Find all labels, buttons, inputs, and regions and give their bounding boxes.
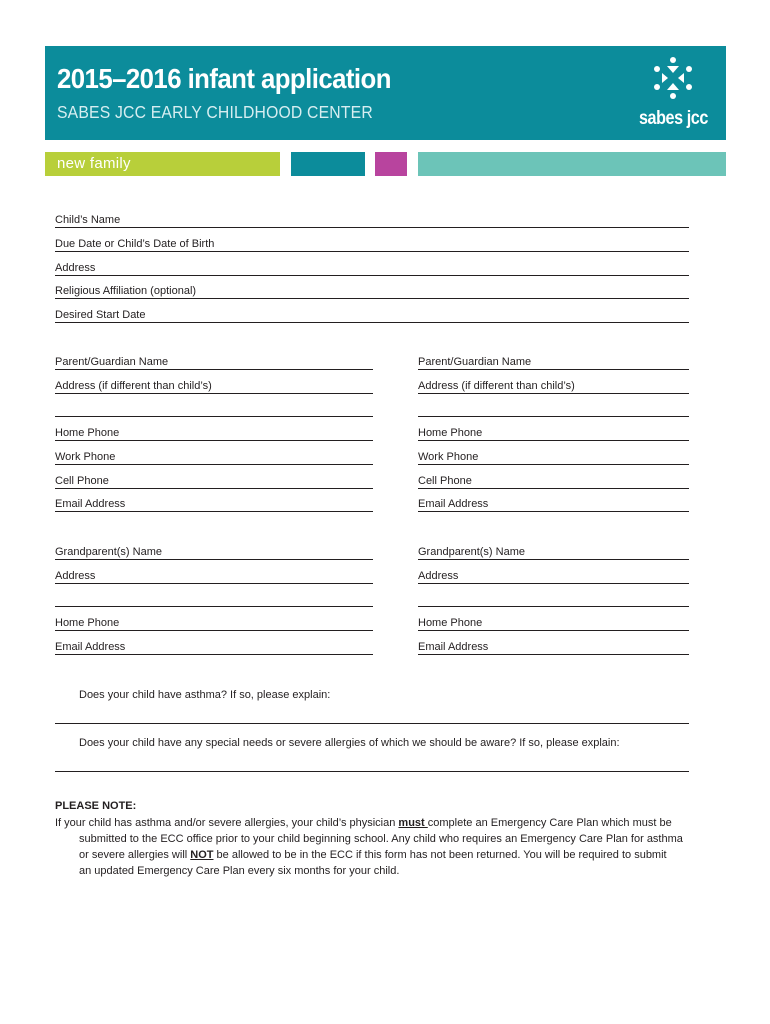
teal-bar xyxy=(291,152,365,176)
parent1-home-phone-line[interactable] xyxy=(55,440,373,441)
grandparent1-blank-line[interactable] xyxy=(55,606,373,607)
child-address-line[interactable] xyxy=(55,275,689,276)
grandparent1-home-phone-line[interactable] xyxy=(55,630,373,631)
logo-figures-icon xyxy=(651,56,695,100)
note-heading: PLEASE NOTE: xyxy=(55,800,137,812)
grandparent1-email-address-label: Email Address xyxy=(55,640,126,653)
grandparent2-email-address-label: Email Address xyxy=(418,640,489,653)
parent2-cell-phone-label: Cell Phone xyxy=(418,474,472,487)
page-title: 2015–2016 infant application xyxy=(57,63,391,94)
parent1-home-phone-label: Home Phone xyxy=(55,427,120,440)
note-not: NOT xyxy=(190,849,214,861)
child-address-label: Address xyxy=(55,261,96,274)
sabes-jcc-logo xyxy=(633,54,713,134)
parent2-email-address-label: Email Address xyxy=(418,498,489,511)
grandparent2-address-label: Address xyxy=(418,569,459,582)
grandparent2-email-address-line[interactable] xyxy=(418,654,689,655)
note-must: must xyxy=(398,817,428,829)
grandparent1-grandparent-s-name-label: Grandparent(s) Name xyxy=(55,546,162,558)
new-family-bar xyxy=(45,152,280,176)
parent1-blank-line[interactable] xyxy=(55,416,373,417)
note-text: be allowed to be in the ECC if this form has not been returned. You will be required to submit xyxy=(213,849,667,861)
grandparent1-email-address-line[interactable] xyxy=(55,654,373,655)
grandparent1-address-line[interactable] xyxy=(55,583,373,584)
child-child-s-name-label: Child’s Name xyxy=(55,214,121,226)
light-teal-bar xyxy=(418,152,726,176)
parent2-blank-line[interactable] xyxy=(418,416,689,417)
parent2-parent-guardian-name-label: Parent/Guardian Name xyxy=(418,356,532,368)
grandparent1-grandparent-s-name-line[interactable] xyxy=(55,559,373,560)
grandparent2-blank-line[interactable] xyxy=(418,606,689,607)
special-needs-question: Does your child have any special needs or severe allergies of which we should be aware? If so, please explain: xyxy=(79,737,620,749)
parent1-parent-guardian-name-line[interactable] xyxy=(55,369,373,370)
parent1-work-phone-line[interactable] xyxy=(55,464,373,465)
parent2-parent-guardian-name-line[interactable] xyxy=(418,369,689,370)
grandparent1-address-label: Address xyxy=(55,569,96,582)
child-desired-start-date-line[interactable] xyxy=(55,322,689,323)
child-child-s-name-line[interactable] xyxy=(55,227,689,228)
grandparent2-grandparent-s-name-line[interactable] xyxy=(418,559,689,560)
parent1-address-if-different-than-child-s-line[interactable] xyxy=(55,393,373,394)
grandparent2-address-line[interactable] xyxy=(418,583,689,584)
parent2-cell-phone-line[interactable] xyxy=(418,488,689,489)
parent2-work-phone-label: Work Phone xyxy=(418,450,479,463)
asthma-question: Does your child have asthma? If so, please explain: xyxy=(79,689,331,701)
asthma-answer-line[interactable] xyxy=(55,723,689,724)
parent2-address-if-different-than-child-s-label: Address (if different than child’s) xyxy=(418,379,575,392)
child-desired-start-date-label: Desired Start Date xyxy=(55,309,146,321)
magenta-bar xyxy=(375,152,407,176)
note-text: If your child has asthma and/or severe allergies, your child’s physician xyxy=(55,817,399,829)
note-text: an updated Emergency Care Plan every six months for your child. xyxy=(79,865,400,877)
new-family-label: new family xyxy=(57,155,131,172)
logo-text: sabes jcc xyxy=(639,108,708,129)
header-banner xyxy=(45,46,726,140)
parent1-parent-guardian-name-label: Parent/Guardian Name xyxy=(55,356,169,368)
parent2-home-phone-line[interactable] xyxy=(418,440,689,441)
page-subtitle: SABES JCC EARLY CHILDHOOD CENTER xyxy=(57,102,373,122)
parent1-cell-phone-line[interactable] xyxy=(55,488,373,489)
parent1-work-phone-label: Work Phone xyxy=(55,450,116,463)
parent2-email-address-line[interactable] xyxy=(418,511,689,512)
parent2-home-phone-label: Home Phone xyxy=(418,427,483,440)
special-needs-answer-line[interactable] xyxy=(55,771,689,772)
parent2-address-if-different-than-child-s-line[interactable] xyxy=(418,393,689,394)
parent1-address-if-different-than-child-s-label: Address (if different than child’s) xyxy=(55,379,212,392)
parent1-email-address-label: Email Address xyxy=(55,498,126,511)
child-religious-affiliation-optional-label: Religious Affiliation (optional) xyxy=(55,285,197,298)
child-religious-affiliation-optional-line[interactable] xyxy=(55,298,689,299)
note-body xyxy=(55,815,715,879)
child-due-date-or-child-s-date-of-birth-line[interactable] xyxy=(55,251,689,252)
note-text: or severe allergies will xyxy=(79,849,191,861)
child-due-date-or-child-s-date-of-birth-label: Due Date or Child’s Date of Birth xyxy=(55,237,215,250)
parent2-work-phone-line[interactable] xyxy=(418,464,689,465)
parent1-cell-phone-label: Cell Phone xyxy=(55,474,109,487)
note-text: complete an Emergency Care Plan which must be xyxy=(427,817,672,829)
grandparent2-home-phone-line[interactable] xyxy=(418,630,689,631)
grandparent1-home-phone-label: Home Phone xyxy=(55,617,120,630)
grandparent2-grandparent-s-name-label: Grandparent(s) Name xyxy=(418,546,525,558)
parent1-email-address-line[interactable] xyxy=(55,511,373,512)
note-text: submitted to the ECC office prior to your child beginning school. Any child who requires an Emergency Care Plan for asthma xyxy=(79,833,683,845)
grandparent2-home-phone-label: Home Phone xyxy=(418,617,483,630)
